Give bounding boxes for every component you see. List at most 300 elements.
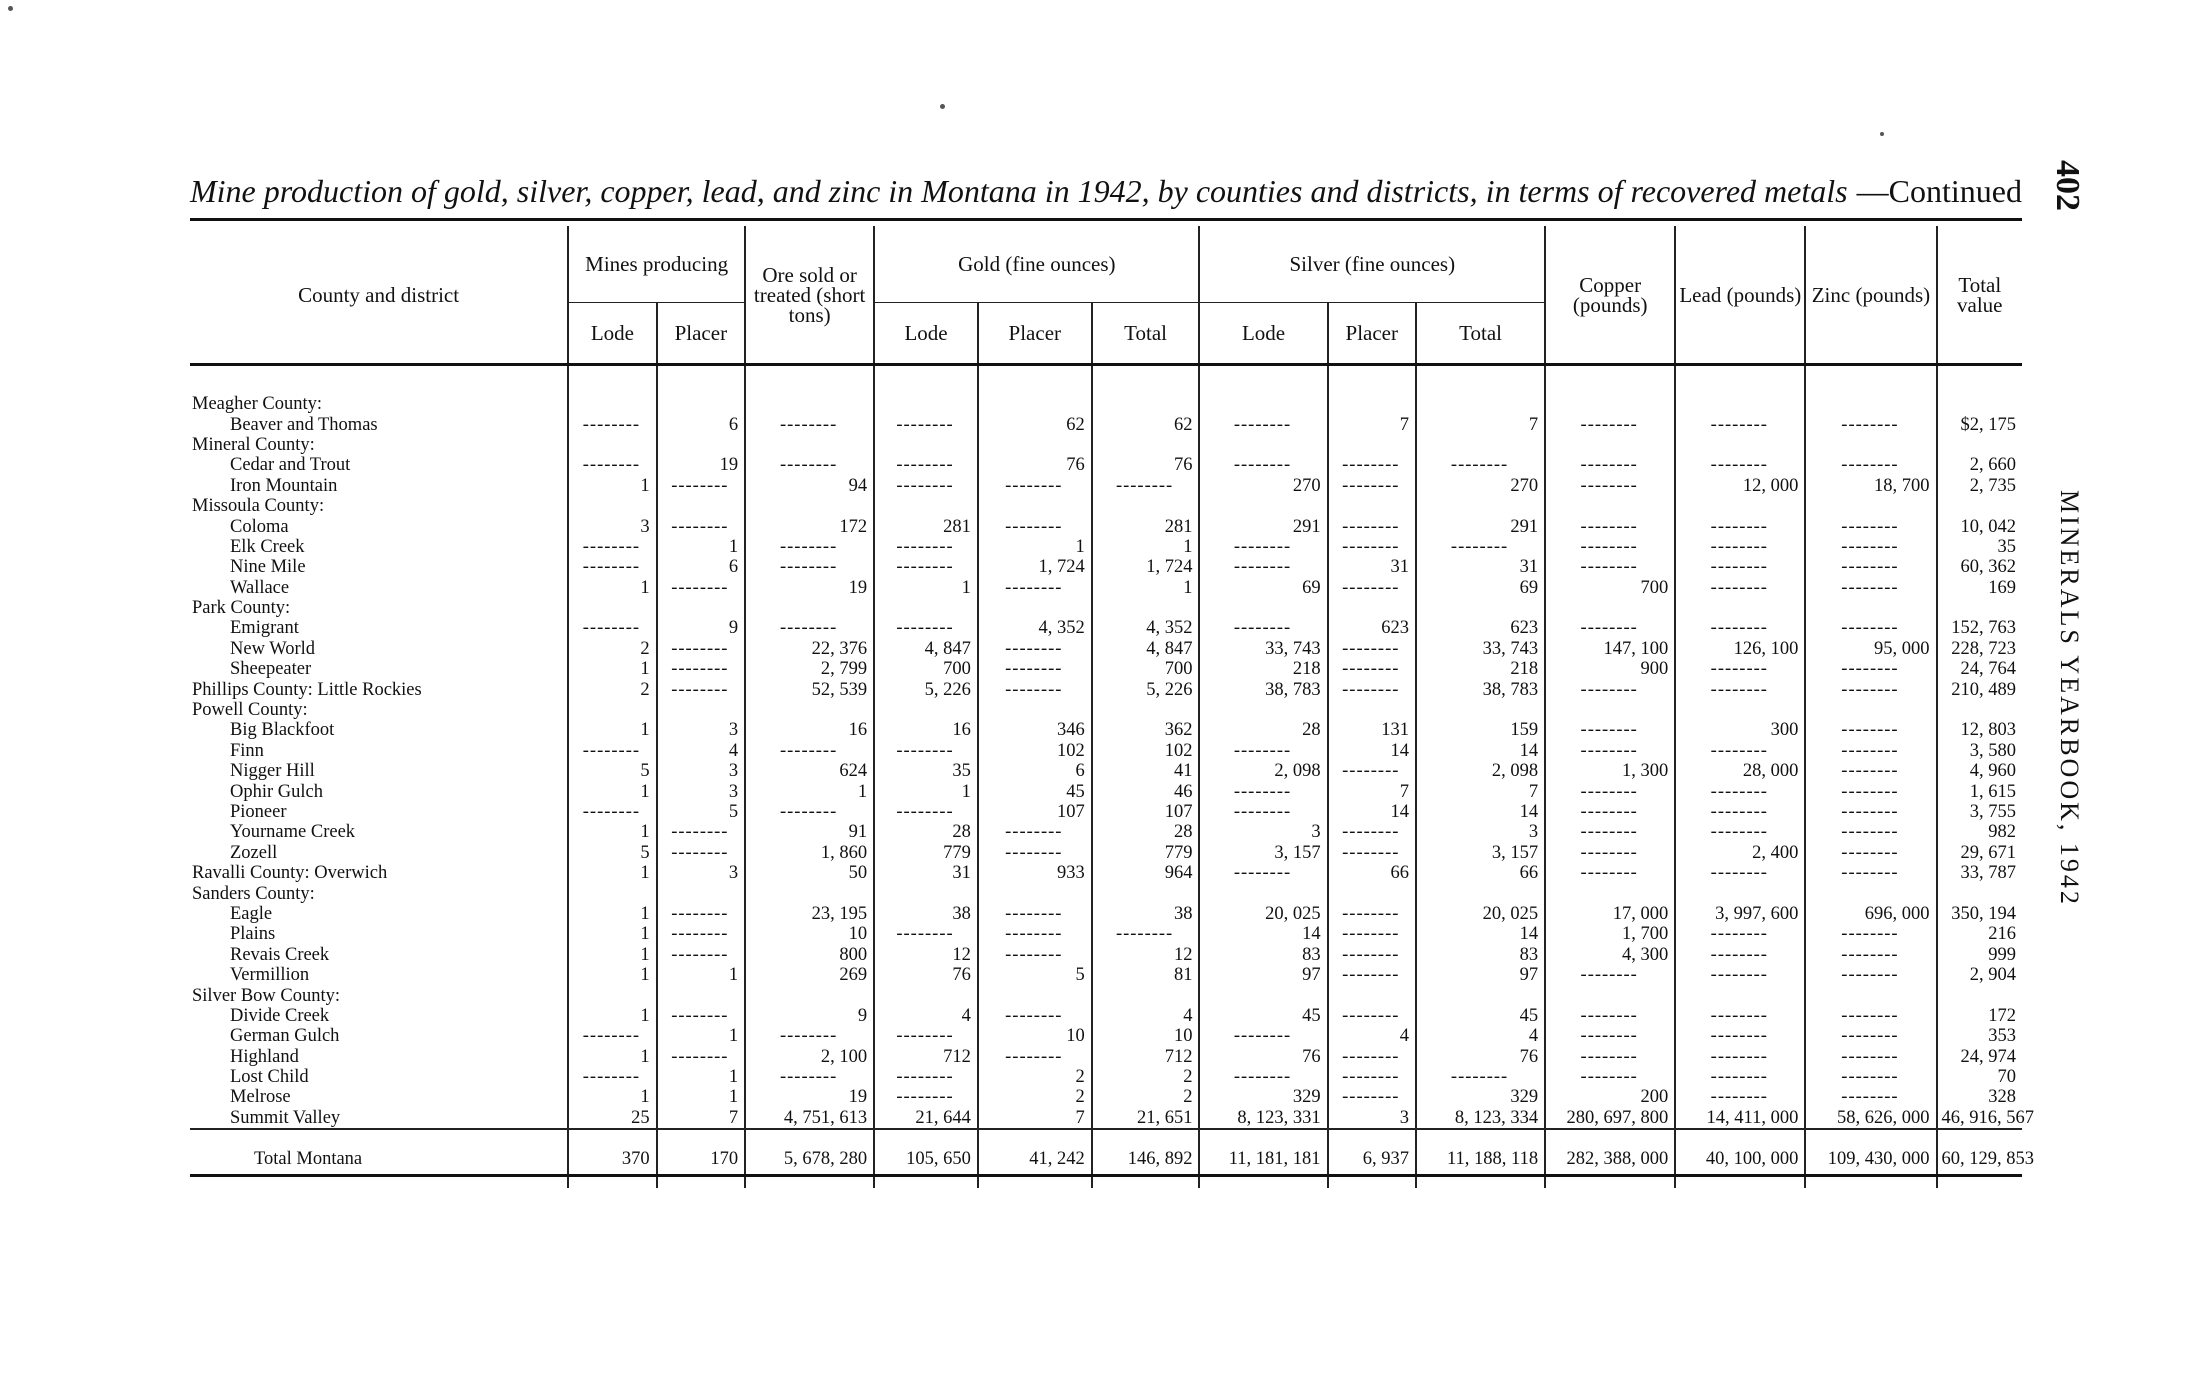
table-cell: 16 <box>745 720 874 740</box>
table-cell: 1 <box>657 965 745 985</box>
table-cell: 1, 615 <box>1937 781 2022 801</box>
bottom-rule <box>190 1174 2022 1177</box>
table-cell: 291 <box>1416 516 1545 536</box>
table-cell: -------- <box>745 455 874 475</box>
table-cell: 38, 783 <box>1416 679 1545 699</box>
table-cell: -------- <box>874 1087 978 1107</box>
row-name: Ophir Gulch <box>230 781 323 802</box>
table-cell: 210, 489 <box>1937 679 2022 699</box>
row-name: Elk Creek <box>230 536 305 557</box>
table-cell <box>1545 598 1675 618</box>
table-cell: -------- <box>1805 1087 1936 1107</box>
table-cell: 76 <box>978 455 1092 475</box>
table-cell: 14 <box>1199 924 1327 944</box>
table-cell <box>1937 700 2022 720</box>
table-cell: -------- <box>1092 924 1200 944</box>
table-cell: -------- <box>1675 1006 1805 1026</box>
table-row <box>190 618 2022 638</box>
total-cell: 170 <box>657 1129 745 1188</box>
table-cell: -------- <box>568 414 656 434</box>
table-cell: 1, 300 <box>1545 761 1675 781</box>
table-row <box>190 883 2022 903</box>
row-name: Emigrant <box>230 618 299 639</box>
row-name: Nine Mile <box>230 557 306 578</box>
table-cell: -------- <box>874 537 978 557</box>
table-row <box>190 557 2022 577</box>
table-cell: -------- <box>1805 924 1936 944</box>
table-cell: 46, 916, 567 <box>1937 1108 2022 1129</box>
table-cell: -------- <box>1328 945 1416 965</box>
spacer-cell <box>1416 365 1545 395</box>
table-cell: 3 <box>657 863 745 883</box>
table-row <box>190 496 2022 516</box>
table-cell: 4, 300 <box>1545 945 1675 965</box>
table-cell: 66 <box>1416 863 1545 883</box>
table-cell: 23, 195 <box>745 904 874 924</box>
table-cell: -------- <box>978 945 1092 965</box>
row-name: Sanders County: <box>192 883 315 904</box>
table-cell: -------- <box>1675 516 1805 536</box>
table-cell: 6 <box>978 761 1092 781</box>
table-cell: 712 <box>1092 1047 1200 1067</box>
table-row <box>190 822 2022 842</box>
table-cell: -------- <box>1545 455 1675 475</box>
table-cell: -------- <box>1675 863 1805 883</box>
table-cell: -------- <box>1328 1006 1416 1026</box>
table-cell: -------- <box>1545 679 1675 699</box>
table-cell: -------- <box>657 659 745 679</box>
table-cell: 362 <box>1092 720 1200 740</box>
table-cell: 14 <box>1328 741 1416 761</box>
table-cell: -------- <box>874 476 978 496</box>
table-cell: -------- <box>568 557 656 577</box>
table-cell: 52, 539 <box>745 679 874 699</box>
table-cell: -------- <box>1328 924 1416 944</box>
table-cell: 24, 974 <box>1937 1047 2022 1067</box>
total-cell: 282, 388, 000 <box>1545 1129 1675 1188</box>
row-name: Plains <box>230 924 276 945</box>
table-cell: 1 <box>568 720 656 740</box>
table-cell <box>568 394 656 414</box>
table-cell: -------- <box>1675 1067 1805 1087</box>
table-cell: -------- <box>1675 781 1805 801</box>
table-cell: 1 <box>568 659 656 679</box>
table-cell: 1 <box>568 781 656 801</box>
table-cell: -------- <box>874 802 978 822</box>
table-cell: 1 <box>745 781 874 801</box>
table-cell: -------- <box>657 924 745 944</box>
table-cell: 2, 799 <box>745 659 874 679</box>
table-cell: 3 <box>657 781 745 801</box>
row-name: Nigger Hill <box>230 761 315 782</box>
table-cell: 1, 724 <box>1092 557 1200 577</box>
table-cell: 14 <box>1416 741 1545 761</box>
table-cell: -------- <box>978 904 1092 924</box>
table-cell: -------- <box>874 1067 978 1087</box>
table-cell: -------- <box>874 1026 978 1046</box>
table-cell: 12, 000 <box>1675 476 1805 496</box>
table-cell: -------- <box>1545 781 1675 801</box>
table-cell: -------- <box>657 679 745 699</box>
table-cell: 14, 411, 000 <box>1675 1108 1805 1129</box>
header-gold-lode: Lode <box>874 303 978 365</box>
table-cell: 12, 803 <box>1937 720 2022 740</box>
table-cell: -------- <box>1805 414 1936 434</box>
table-cell <box>978 496 1092 516</box>
table-cell: 20, 025 <box>1416 904 1545 924</box>
row-name: Missoula County: <box>192 496 325 517</box>
table-cell: -------- <box>1328 578 1416 598</box>
table-cell: -------- <box>1416 537 1545 557</box>
table-cell: -------- <box>1328 1047 1416 1067</box>
table-cell: 3, 157 <box>1199 843 1327 863</box>
table-cell: 2 <box>568 679 656 699</box>
table-cell <box>1937 598 2022 618</box>
table-cell <box>745 598 874 618</box>
table-cell: -------- <box>1805 843 1936 863</box>
table-cell: 982 <box>1937 822 2022 842</box>
table-cell: 152, 763 <box>1937 618 2022 638</box>
total-label: Total Montana <box>190 1129 568 1188</box>
total-cell: 6, 937 <box>1328 1129 1416 1188</box>
table-cell <box>1199 598 1327 618</box>
table-cell <box>874 985 978 1005</box>
table-cell: 83 <box>1416 945 1545 965</box>
table-cell: 12 <box>1092 945 1200 965</box>
table-cell: 696, 000 <box>1805 904 1936 924</box>
table-cell: 228, 723 <box>1937 639 2022 659</box>
table-cell: -------- <box>1545 1006 1675 1026</box>
table-cell: -------- <box>1328 455 1416 475</box>
table-cell <box>1199 883 1327 903</box>
table-cell: -------- <box>874 557 978 577</box>
table-cell: 50 <box>745 863 874 883</box>
table-cell: 329 <box>1199 1087 1327 1107</box>
table-cell: 3, 580 <box>1937 741 2022 761</box>
table-cell: 66 <box>1328 863 1416 883</box>
table-cell <box>657 496 745 516</box>
table-cell: 19 <box>657 455 745 475</box>
table-cell <box>1328 435 1416 455</box>
table-cell: 933 <box>978 863 1092 883</box>
table-cell: -------- <box>1675 578 1805 598</box>
table-cell: -------- <box>1805 679 1936 699</box>
table-cell: -------- <box>568 1067 656 1087</box>
table-cell <box>745 883 874 903</box>
table-cell <box>978 883 1092 903</box>
table-cell <box>1675 435 1805 455</box>
header-value: Total value <box>1937 226 2022 365</box>
table-cell: -------- <box>1545 1026 1675 1046</box>
spacer-cell <box>657 365 745 395</box>
table-cell: 60, 362 <box>1937 557 2022 577</box>
table-cell: 300 <box>1675 720 1805 740</box>
table-cell: 1, 700 <box>1545 924 1675 944</box>
table-cell <box>1199 985 1327 1005</box>
table-row <box>190 414 2022 434</box>
table-cell: 1 <box>874 781 978 801</box>
table-cell: 7 <box>657 1108 745 1129</box>
table-cell: 76 <box>874 965 978 985</box>
table-cell: 200 <box>1545 1087 1675 1107</box>
table-cell <box>1937 435 2022 455</box>
table-cell: 97 <box>1199 965 1327 985</box>
table-cell <box>1545 700 1675 720</box>
table-cell: -------- <box>1199 741 1327 761</box>
table-cell: -------- <box>1805 1067 1936 1087</box>
table-cell: -------- <box>657 1006 745 1026</box>
row-name: Zozell <box>230 842 278 863</box>
table-cell <box>568 435 656 455</box>
table-cell: -------- <box>1805 863 1936 883</box>
table-cell: -------- <box>978 516 1092 536</box>
table-cell: 1 <box>568 924 656 944</box>
table-cell: 14 <box>1328 802 1416 822</box>
table-row <box>190 700 2022 720</box>
table-cell: -------- <box>1328 476 1416 496</box>
table-cell: 3, 755 <box>1937 802 2022 822</box>
table-cell: -------- <box>1675 965 1805 985</box>
table-cell: 3 <box>1199 822 1327 842</box>
table-cell: -------- <box>1328 639 1416 659</box>
table-cell: -------- <box>1805 537 1936 557</box>
running-head <box>2050 160 2086 1160</box>
table-row <box>190 455 2022 475</box>
table-cell <box>1199 496 1327 516</box>
table-cell: 46 <box>1092 781 1200 801</box>
table-cell: -------- <box>978 659 1092 679</box>
table-cell: 2 <box>1092 1067 1200 1087</box>
table-cell: 623 <box>1328 618 1416 638</box>
table-cell: -------- <box>1545 476 1675 496</box>
table-cell: -------- <box>1805 781 1936 801</box>
table-cell: -------- <box>745 1067 874 1087</box>
row-name: Yourname Creek <box>230 822 356 843</box>
table-cell: -------- <box>1199 1026 1327 1046</box>
header-gold-placer: Placer <box>978 303 1092 365</box>
table-row <box>190 1087 2022 1107</box>
table-cell: 353 <box>1937 1026 2022 1046</box>
table-cell: -------- <box>1328 659 1416 679</box>
table-cell: 8, 123, 334 <box>1416 1108 1545 1129</box>
table-cell: -------- <box>1199 1067 1327 1087</box>
table-cell: 14 <box>1416 802 1545 822</box>
table-cell: 270 <box>1416 476 1545 496</box>
table-cell: -------- <box>1545 1067 1675 1087</box>
table-cell <box>568 496 656 516</box>
table-cell: -------- <box>874 455 978 475</box>
total-row <box>190 1129 2022 1188</box>
table-cell: -------- <box>1805 1047 1936 1067</box>
table-cell: -------- <box>1328 516 1416 536</box>
table-cell: -------- <box>1675 679 1805 699</box>
table-cell: -------- <box>657 945 745 965</box>
table-row <box>190 1067 2022 1087</box>
row-name: Divide Creek <box>230 1005 330 1026</box>
table-cell: 81 <box>1092 965 1200 985</box>
table-cell: 22, 376 <box>745 639 874 659</box>
table-cell: -------- <box>1199 414 1327 434</box>
table-cell <box>1805 496 1936 516</box>
table-cell: 3 <box>1328 1108 1416 1129</box>
table-cell <box>1199 394 1327 414</box>
table-cell: -------- <box>1805 455 1936 475</box>
row-name: Mineral County: <box>192 434 315 455</box>
table-cell: 1 <box>568 1047 656 1067</box>
row-name: Big Blackfoot <box>230 720 335 741</box>
table-cell: 1 <box>568 965 656 985</box>
table-cell <box>1092 883 1200 903</box>
table-cell: 97 <box>1416 965 1545 985</box>
table-cell: 346 <box>978 720 1092 740</box>
table-cell: 624 <box>745 761 874 781</box>
table-cell: 623 <box>1416 618 1545 638</box>
table-cell: -------- <box>874 741 978 761</box>
table-cell: -------- <box>1328 1067 1416 1087</box>
table-cell: 1 <box>568 1006 656 1026</box>
table-cell <box>1328 598 1416 618</box>
table-row <box>190 945 2022 965</box>
table-cell: -------- <box>978 843 1092 863</box>
table-cell: 21, 644 <box>874 1108 978 1129</box>
table-row <box>190 435 2022 455</box>
row-name: Ravalli County: Overwich <box>192 863 388 884</box>
table-cell: 2, 100 <box>745 1047 874 1067</box>
table-cell: 69 <box>1416 578 1545 598</box>
spacer-cell <box>978 365 1092 395</box>
row-name: German Gulch <box>230 1026 340 1047</box>
table-cell: -------- <box>1545 537 1675 557</box>
table-cell: 95, 000 <box>1805 639 1936 659</box>
table-cell: 159 <box>1416 720 1545 740</box>
row-name: Coloma <box>230 516 289 537</box>
table-cell: 83 <box>1199 945 1327 965</box>
table-cell: -------- <box>657 516 745 536</box>
spacer-cell <box>1805 365 1936 395</box>
header-ore: Ore sold or treated (short tons) <box>745 226 874 365</box>
table-cell: -------- <box>745 1026 874 1046</box>
table-cell: 4, 847 <box>1092 639 1200 659</box>
top-rule <box>190 218 2022 221</box>
header-county: County and district <box>298 282 460 307</box>
table-row <box>190 598 2022 618</box>
table-cell <box>1545 883 1675 903</box>
table-cell: -------- <box>1675 537 1805 557</box>
table-cell: 328 <box>1937 1087 2022 1107</box>
table-row <box>190 476 2022 496</box>
row-name: Wallace <box>230 577 290 598</box>
table-cell: -------- <box>1199 618 1327 638</box>
table-cell: 38, 783 <box>1199 679 1327 699</box>
table-row <box>190 965 2022 985</box>
table-cell: -------- <box>978 639 1092 659</box>
table-cell: -------- <box>1092 476 1200 496</box>
table-cell <box>1416 435 1545 455</box>
row-name: Eagle <box>230 903 273 924</box>
table-cell <box>978 700 1092 720</box>
table-cell <box>745 435 874 455</box>
table-cell <box>1805 435 1936 455</box>
table-cell <box>874 394 978 414</box>
table-cell <box>1199 700 1327 720</box>
table-cell <box>657 394 745 414</box>
table-cell: -------- <box>1675 414 1805 434</box>
table-cell <box>978 394 1092 414</box>
table-cell <box>1675 394 1805 414</box>
table-cell: -------- <box>745 557 874 577</box>
header-silver: Silver (fine ounces) <box>1199 226 1545 303</box>
table-cell <box>1092 700 1200 720</box>
table-cell: -------- <box>978 1006 1092 1026</box>
spacer-cell <box>190 365 568 395</box>
table-cell: -------- <box>1545 843 1675 863</box>
table-cell: 69 <box>1199 578 1327 598</box>
table-cell: 6 <box>657 557 745 577</box>
table-cell: 270 <box>1199 476 1327 496</box>
table-cell: 31 <box>1328 557 1416 577</box>
table-cell: 4 <box>1416 1026 1545 1046</box>
table-cell <box>1416 985 1545 1005</box>
table-cell: -------- <box>745 537 874 557</box>
header-silver-lode: Lode <box>1199 303 1327 365</box>
table-row <box>190 924 2022 944</box>
table-cell <box>1328 985 1416 1005</box>
table-cell: 24, 764 <box>1937 659 2022 679</box>
table-cell: 5 <box>978 965 1092 985</box>
table-cell <box>978 435 1092 455</box>
table-cell: 62 <box>1092 414 1200 434</box>
table-cell: 3 <box>657 761 745 781</box>
table-cell: 291 <box>1199 516 1327 536</box>
table-cell: -------- <box>874 618 978 638</box>
table-cell <box>1199 435 1327 455</box>
spacer-cell <box>568 365 656 395</box>
table-cell: 3 <box>1416 822 1545 842</box>
table-cell: -------- <box>657 822 745 842</box>
table-cell: 76 <box>1416 1047 1545 1067</box>
row-name: New World <box>230 638 316 659</box>
table-cell: -------- <box>745 618 874 638</box>
row-name: Beaver and Thomas <box>230 414 378 435</box>
row-name: Powell County: <box>192 700 308 721</box>
table-cell: 20, 025 <box>1199 904 1327 924</box>
header-lead: Lead (pounds) <box>1675 226 1805 365</box>
table-cell <box>1937 985 2022 1005</box>
table-cell: 700 <box>1545 578 1675 598</box>
table-cell: 218 <box>1416 659 1545 679</box>
table-cell: 4, 751, 613 <box>745 1108 874 1129</box>
table-cell: -------- <box>1416 1067 1545 1087</box>
total-cell: 370 <box>568 1129 656 1188</box>
table-cell: 169 <box>1937 578 2022 598</box>
total-cell: 11, 181, 181 <box>1199 1129 1327 1188</box>
table-cell: -------- <box>1805 578 1936 598</box>
table-cell: 7 <box>1328 781 1416 801</box>
table-cell: 33, 743 <box>1416 639 1545 659</box>
total-cell: 5, 678, 280 <box>745 1129 874 1188</box>
table-cell: 3, 997, 600 <box>1675 904 1805 924</box>
production-table <box>190 226 2035 1188</box>
table-cell <box>745 985 874 1005</box>
table-cell <box>874 883 978 903</box>
row-name: Phillips County: Little Rockies <box>192 679 422 700</box>
header-mines-lode: Lode <box>568 303 656 365</box>
table-row <box>190 741 2022 761</box>
table-cell: -------- <box>1199 537 1327 557</box>
table-cell: 900 <box>1545 659 1675 679</box>
table-cell: 76 <box>1199 1047 1327 1067</box>
table-cell: 700 <box>1092 659 1200 679</box>
